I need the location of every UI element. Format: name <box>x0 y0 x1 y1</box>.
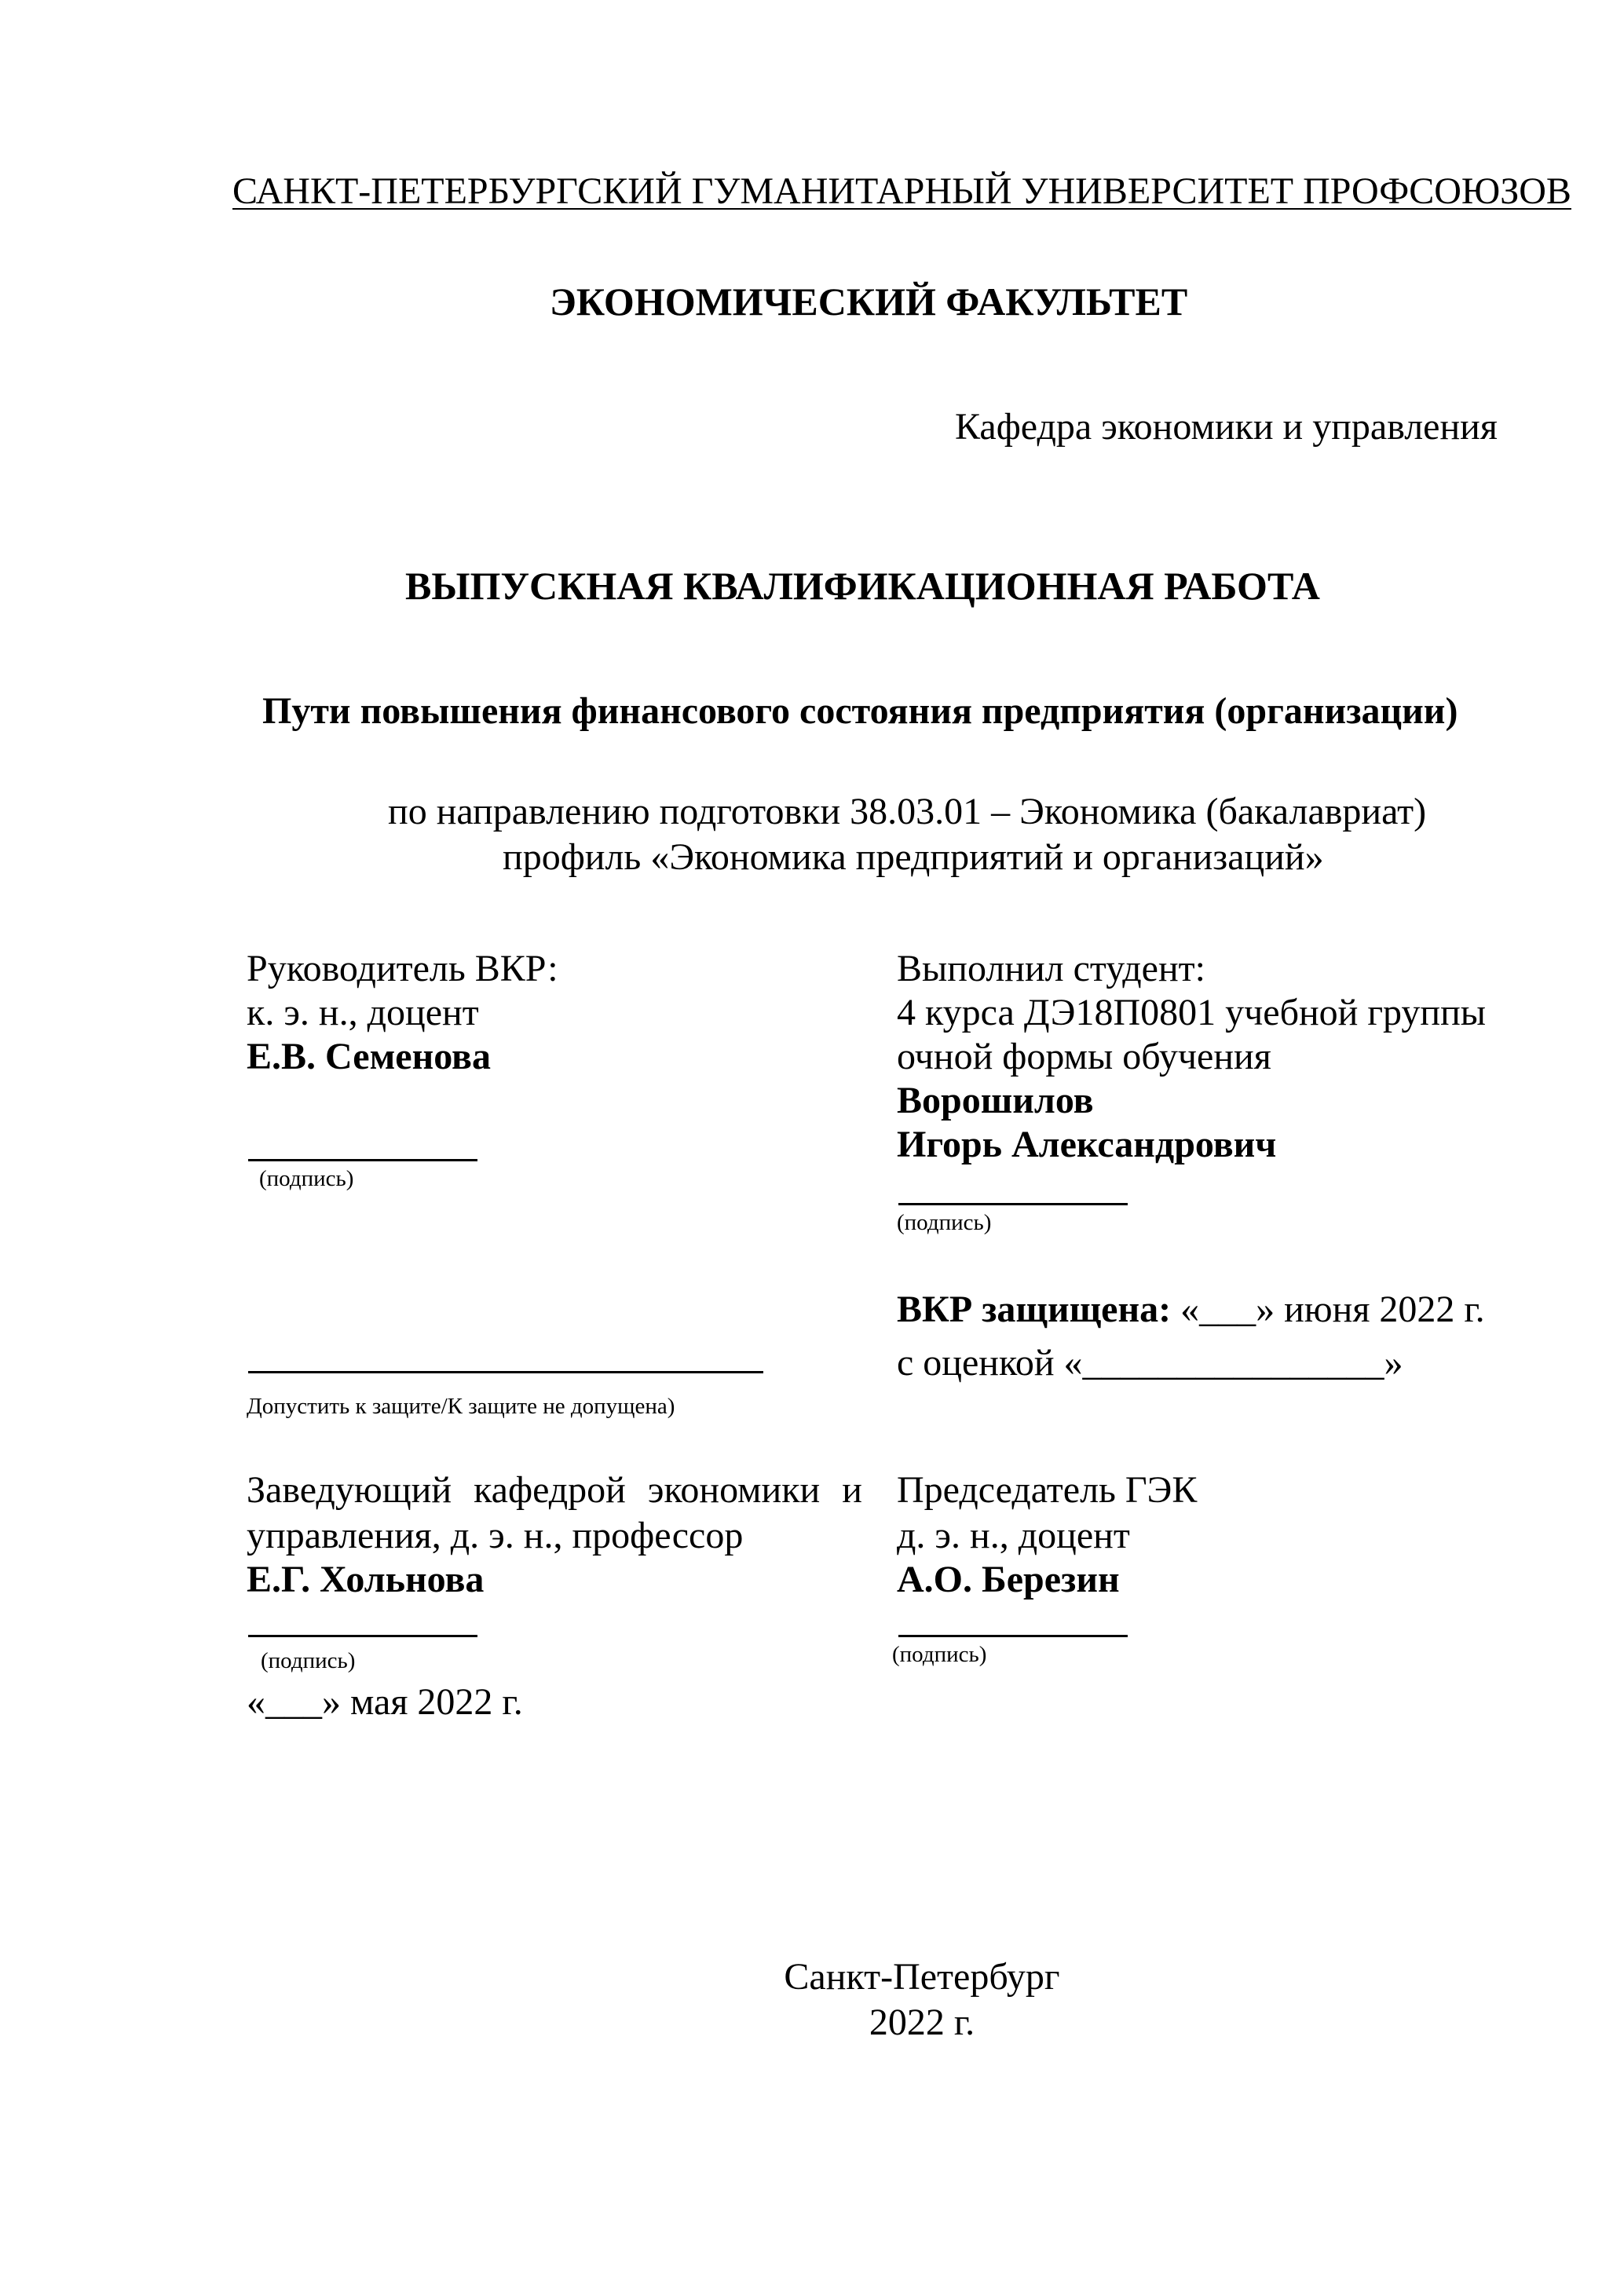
gek-chair-signature-caption: (подпись) <box>892 1642 987 1667</box>
supervisor-signature-line <box>248 1159 477 1161</box>
study-direction: по направлению подготовки 38.03.01 – Экономика (бакалавриат) <box>388 791 1427 832</box>
head-position-line2: управления, д. э. н., профессор <box>247 1515 744 1556</box>
study-profile: профиль «Экономика предприятий и организаций» <box>503 836 1324 878</box>
gek-chair-degree: д. э. н., доцент <box>897 1515 1130 1556</box>
faculty-name: ЭКОНОМИЧЕСКИЙ ФАКУЛЬТЕТ <box>550 280 1188 324</box>
admission-line <box>248 1371 763 1373</box>
supervisor-degree: к. э. н., доцент <box>247 992 479 1033</box>
student-signature-caption: (подпись) <box>897 1210 992 1235</box>
defense-date: «___» июня 2022 г. <box>1180 1289 1485 1330</box>
gek-chair-heading: Председатель ГЭК <box>897 1469 1198 1511</box>
department-name: Кафедра экономики и управления <box>955 406 1498 448</box>
head-position-line1: Заведующий кафедрой экономики и <box>247 1469 862 1511</box>
footer-year: 2022 г. <box>869 2002 975 2043</box>
head-signature-caption: (подпись) <box>261 1648 356 1673</box>
student-signature-line <box>898 1203 1128 1205</box>
footer-city: Санкт-Петербург <box>784 1956 1060 1998</box>
gek-chair-signature-line <box>898 1635 1128 1637</box>
defense-grade: с оценкой «________________» <box>897 1342 1403 1384</box>
head-approval-date: «___» мая 2022 г. <box>247 1681 523 1723</box>
gek-chair-name: А.О. Березин <box>897 1559 1120 1600</box>
supervisor-heading: Руководитель ВКР: <box>247 948 558 989</box>
head-name: Е.Г. Хольнова <box>247 1559 485 1600</box>
supervisor-name: Е.В. Семенова <box>247 1036 491 1077</box>
student-given-names: Игорь Александрович <box>897 1124 1277 1165</box>
student-heading: Выполнил студент: <box>897 948 1205 989</box>
work-type-title: ВЫПУСКНАЯ КВАЛИФИКАЦИОННАЯ РАБОТА <box>405 564 1320 608</box>
student-surname: Ворошилов <box>897 1080 1094 1121</box>
head-signature-line <box>248 1635 477 1637</box>
defense-label: ВКР защищена: <box>897 1289 1172 1330</box>
supervisor-signature-caption: (подпись) <box>259 1166 354 1191</box>
student-study-form: очной формы обучения <box>897 1036 1271 1077</box>
thesis-topic: Пути повышения финансового состояния предприятия (организации) <box>262 690 1458 732</box>
university-name: САНКТ-ПЕТЕРБУРГСКИЙ ГУМАНИТАРНЫЙ УНИВЕРСИТЕТ ПРОФСОЮЗОВ <box>232 170 1571 212</box>
student-group: 4 курса ДЭ18П0801 учебной группы <box>897 992 1487 1033</box>
admission-caption: Допустить к защите/К защите не допущена) <box>247 1394 675 1419</box>
defense-result <box>897 1288 1485 1332</box>
